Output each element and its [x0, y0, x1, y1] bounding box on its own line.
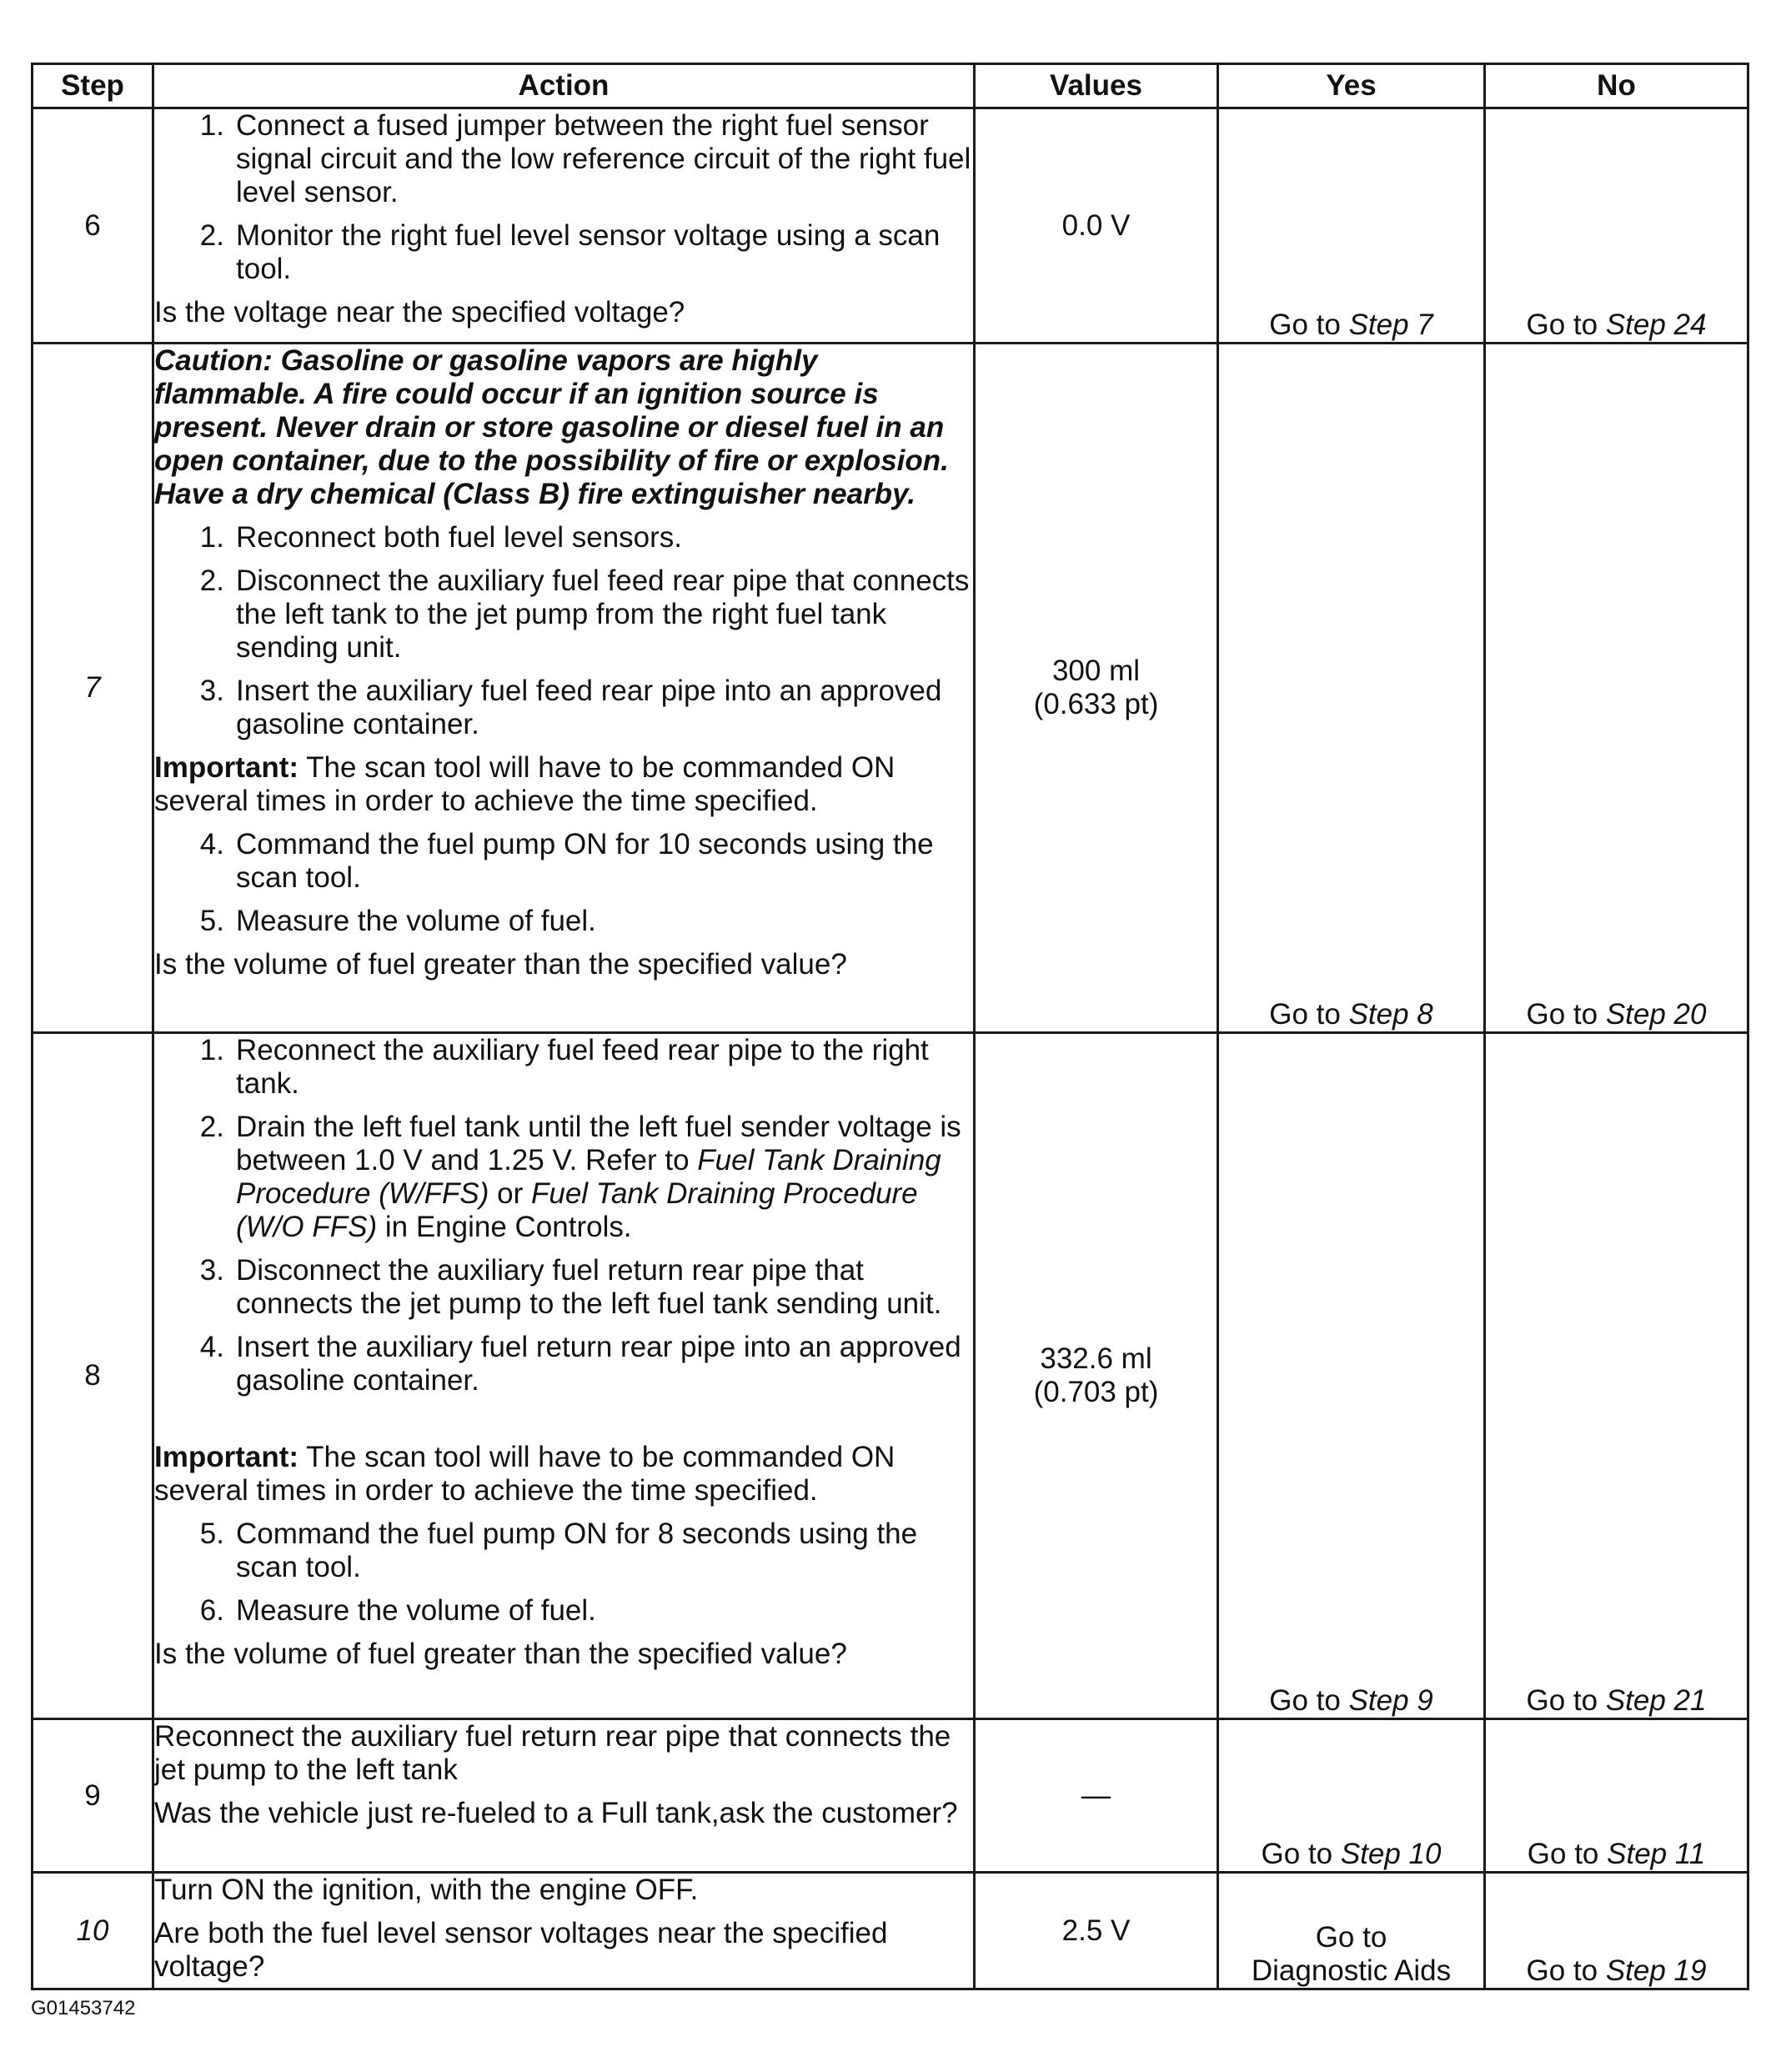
yes-cell: Go to Step 9: [1218, 1033, 1485, 1719]
table-row-step-6: [33, 108, 1748, 344]
yes-step-link: Step 7: [1348, 309, 1433, 341]
list-item: 4. Command the fuel pump ON for 10 seconds using the scan tool.: [199, 828, 934, 894]
value-cell: —: [975, 1719, 1218, 1873]
list-item: 1. Reconnect the auxiliary fuel feed rear pipe to the right tank.: [199, 1034, 929, 1100]
step-number: 8: [33, 1033, 153, 1719]
table-row-step-7: [33, 344, 1748, 1033]
important-note: Important: The scan tool will have to be commanded ON several times in order to achieve the time specified.: [154, 1441, 896, 1507]
value-cell: 332.6 ml (0.703 pt): [975, 1033, 1218, 1719]
action-cell: Reconnect the auxiliary fuel return rear pipe that connects the jet pump to the left tank Was the vehicle just re-fueled to a Full tank,ask the customer?: [153, 1719, 975, 1873]
no-step-link: Step 11: [1607, 1838, 1706, 1870]
action-question: Is the volume of fuel greater than the specified value?: [154, 948, 847, 981]
yes-step-link: Step 8: [1348, 998, 1433, 1031]
no-step-link: Step 19: [1605, 1954, 1707, 1987]
diagnostic-aids-link: Diagnostic Aids: [1251, 1954, 1452, 1987]
step-number: 10: [33, 1873, 153, 1989]
action-question: Is the voltage near the specified voltage?: [154, 296, 685, 329]
action-question: Is the volume of fuel greater than the specified value?: [154, 1638, 847, 1670]
step-number: 7: [33, 344, 153, 1033]
table-row-step-8: [33, 1033, 1748, 1719]
table-row-step-10: [33, 1873, 1748, 1989]
header-no: No: [1485, 64, 1748, 108]
yes-step-link: Step 9: [1348, 1684, 1433, 1717]
no-cell: Go to Step 20: [1485, 344, 1748, 1033]
list-item: 2. Drain the left fuel tank until the left fuel sender voltage is between 1.0 V and 1.25 V. Refer to Fuel Tank Draining Procedure (W/FFS) or Fuel Tank Draining Procedure (W/O FFS) in Engine Controls.: [199, 1111, 961, 1243]
table-row-step-9: [33, 1719, 1748, 1873]
list-item: 5. Measure the volume of fuel.: [199, 905, 596, 937]
no-step-link: Step 21: [1605, 1684, 1707, 1717]
no-step-link: Step 24: [1605, 309, 1707, 341]
no-cell: Go to Step 19: [1485, 1873, 1748, 1989]
yes-cell: Go to Step 8: [1218, 344, 1485, 1033]
list-item: 3. Disconnect the auxiliary fuel return rear pipe that connects the jet pump to the left fuel tank sending unit.: [199, 1254, 942, 1320]
step-number: 6: [33, 108, 153, 344]
no-step-link: Step 20: [1605, 998, 1707, 1031]
header-values: Values: [975, 64, 1218, 108]
procedure-reference: Fuel Tank Draining Procedure (W/FFS): [236, 1144, 941, 1210]
list-item: 2. Monitor the right fuel level sensor voltage using a scan tool.: [154, 219, 973, 286]
list-item: 1. Connect a fused jumper between the right fuel sensor signal circuit and the low reference circuit of the right fuel level sensor.: [154, 109, 973, 209]
action-item-text: Connect a fused jumper between the right fuel sensor signal circuit and the low reference circuit of the right fuel level sensor.: [236, 109, 971, 208]
list-item: 3. Insert the auxiliary fuel feed rear pipe into an approved gasoline container.: [199, 675, 942, 740]
list-item: 4. Insert the auxiliary fuel return rear pipe into an approved gasoline container.: [199, 1331, 961, 1397]
header-row: [33, 64, 1748, 108]
no-cell: Go to Step 24: [1485, 108, 1748, 344]
caution-text: Caution: Gasoline or gasoline vapors are highly flammable. A fire could occur if an ignition source is present. Never drain or store gasoline or diesel fuel in an open container, due to the possibility of fire or explosion. Have a dry chemical (Class B) fire extinguisher nearby.: [154, 344, 949, 510]
yes-cell: Go to Step 7: [1218, 108, 1485, 344]
value-cell: 2.5 V: [975, 1873, 1218, 1989]
list-item: 6. Measure the volume of fuel.: [199, 1594, 596, 1627]
list-item: 1. Reconnect both fuel level sensors.: [199, 521, 683, 554]
figure-id: G01453742: [31, 1997, 136, 2019]
action-question: Was the vehicle just re-fueled to a Full tank,ask the customer?: [154, 1797, 958, 1829]
yes-cell: Go to Step 10: [1218, 1719, 1485, 1873]
action-item-text: Monitor the right fuel level sensor voltage using a scan tool.: [236, 219, 941, 285]
important-note: Important: The scan tool will have to be commanded ON several times in order to achieve the time specified.: [154, 751, 896, 817]
header-action: Action: [153, 64, 975, 108]
header-yes: Yes: [1218, 64, 1485, 108]
value-cell: 300 ml (0.633 pt): [975, 344, 1218, 1033]
action-cell: [153, 344, 975, 1033]
action-cell: Turn ON the ignition, with the engine OFF. Are both the fuel level sensor voltages near the specified voltage?: [153, 1873, 975, 1989]
action-question: Are both the fuel level sensor voltages near the specified voltage?: [154, 1917, 888, 1983]
list-item: 5. Command the fuel pump ON for 8 seconds using the scan tool.: [199, 1518, 918, 1583]
list-item: 2. Disconnect the auxiliary fuel feed rear pipe that connects the left tank to the jet pump from the right fuel tank sending unit.: [199, 564, 970, 664]
value-cell: 0.0 V: [975, 108, 1218, 344]
header-step: Step: [33, 64, 153, 108]
yes-step-link: Step 10: [1340, 1838, 1442, 1870]
procedure-reference: Fuel Tank Draining Procedure (W/O FFS): [236, 1177, 918, 1243]
diagnostic-table: [31, 63, 1749, 1990]
step-number: 9: [33, 1719, 153, 1873]
yes-cell: Go to Diagnostic Aids: [1218, 1873, 1485, 1989]
action-cell: [153, 1033, 975, 1719]
action-cell: [153, 108, 975, 344]
no-cell: Go to Step 21: [1485, 1033, 1748, 1719]
no-cell: Go to Step 11: [1485, 1719, 1748, 1873]
